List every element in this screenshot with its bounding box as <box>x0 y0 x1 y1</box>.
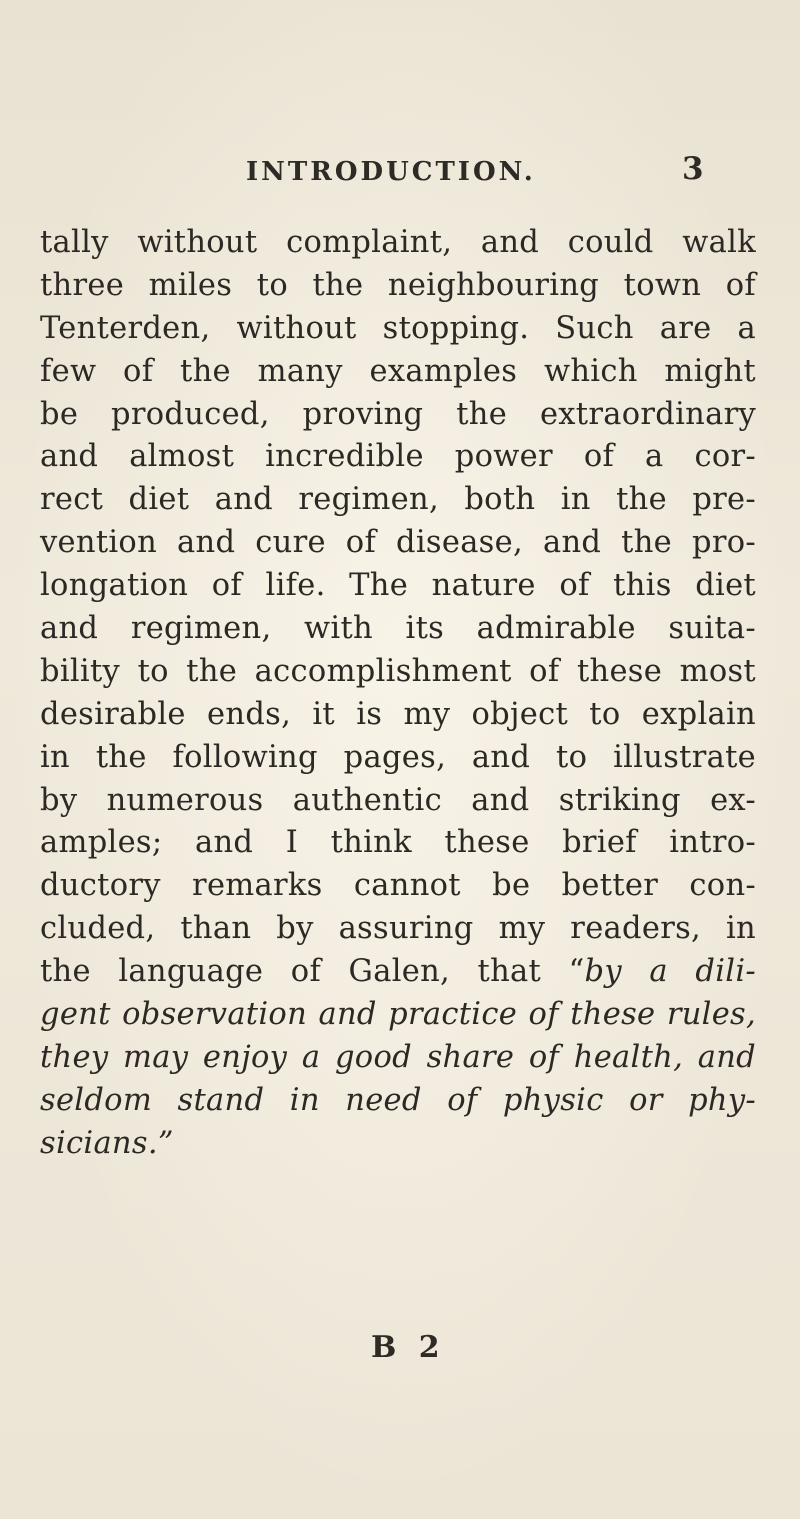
text-line: and regimen, with its admirable suita- <box>40 611 756 647</box>
italic-text-line: they may enjoy a good share of health, and <box>40 1039 756 1075</box>
text-line: Tenterden, without stopping. Such are a <box>40 310 756 346</box>
text-line: bility to the accomplishment of these most <box>40 653 756 689</box>
running-head-title: INTRODUCTION. <box>246 157 536 187</box>
text-line-mixed <box>40 951 756 994</box>
text-line: longation of life. The nature of this diet <box>40 568 756 604</box>
text-line: in the following pages, and to illustrate <box>40 739 756 775</box>
text-line: and almost incredible power of a cor- <box>40 439 756 475</box>
text-line: be produced, proving the extraordinary <box>40 396 756 432</box>
text-line: rect diet and regimen, both in the pre- <box>40 482 756 518</box>
text-line: three miles to the neighbouring town of <box>40 267 756 303</box>
body-text <box>40 222 756 1166</box>
text-roman-part: the language of Galen, that “ <box>40 954 585 990</box>
text-line: vention and cure of disease, and the pro- <box>40 525 756 561</box>
text-line: few of the many examples which might <box>40 353 756 389</box>
text-line: tally without complaint, and could walk <box>40 225 756 260</box>
text-italic-part: by a dili- <box>584 954 756 990</box>
text-line: desirable ends, it is my object to explain <box>40 696 756 732</box>
page-number: 3 <box>682 151 704 187</box>
text-line: ductory remarks cannot be better con- <box>40 868 756 904</box>
text-line: cluded, than by assuring my readers, in <box>40 911 756 947</box>
text-line: amples; and I think these brief intro- <box>40 825 756 861</box>
italic-text-line: sicians.” <box>40 1125 174 1161</box>
signature-mark: B 2 <box>371 1330 446 1365</box>
running-head <box>0 151 800 197</box>
italic-text-line: gent observation and practice of these rules, <box>40 997 756 1033</box>
italic-text-line: seldom stand in need of physic or phy- <box>40 1082 756 1118</box>
text-line: by numerous authentic and striking ex- <box>40 782 756 818</box>
